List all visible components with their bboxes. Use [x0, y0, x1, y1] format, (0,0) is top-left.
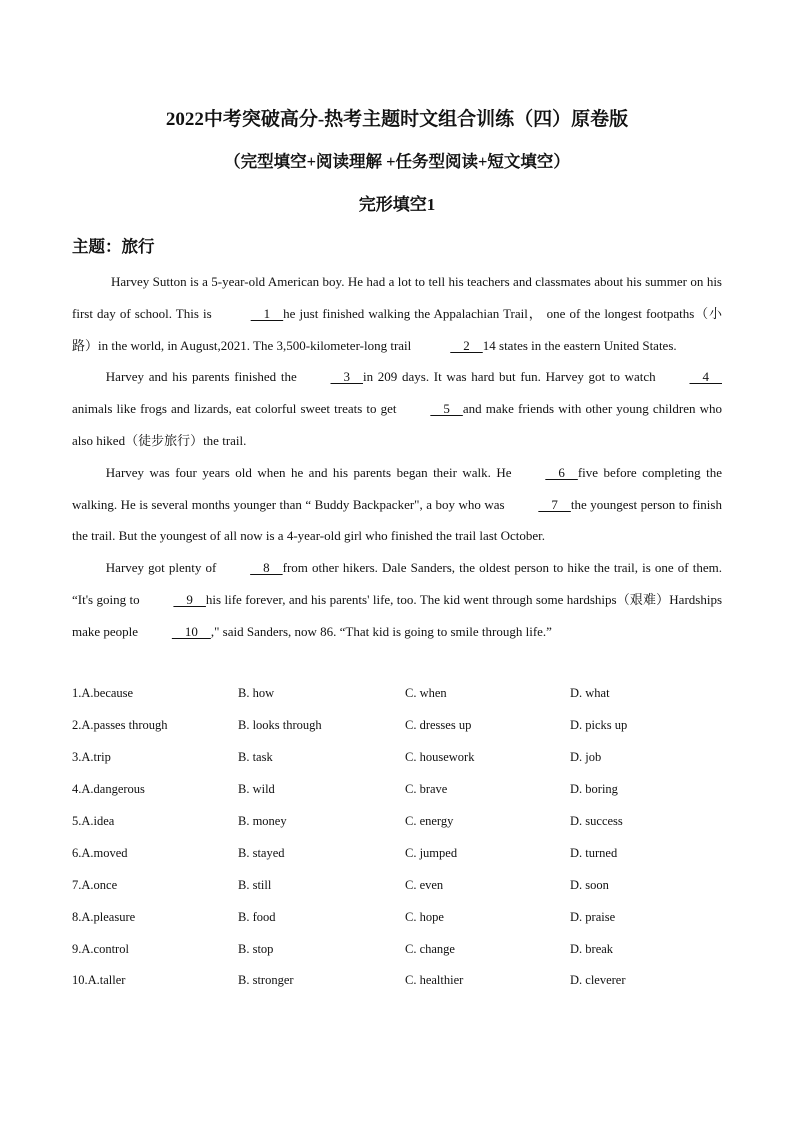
option-choice: C. dresses up	[405, 718, 472, 733]
option-choice: 8.A.pleasure	[72, 909, 136, 924]
option-choice: C. change	[405, 941, 455, 956]
passage-paragraph	[72, 361, 722, 456]
option-choice: B. looks through	[238, 718, 322, 733]
cloze-blank: 2	[450, 337, 483, 353]
option-choice: B. food	[238, 909, 276, 924]
passage-paragraph	[72, 552, 722, 647]
passage-text: Harvey and his parents finished the	[105, 369, 297, 385]
option-choice: 5.A.idea	[72, 814, 115, 828]
option-choice: C. healthier	[405, 973, 464, 988]
option-row	[72, 710, 722, 742]
option-choice: C. housework	[405, 750, 475, 765]
option-choice: D. cleverer	[570, 973, 626, 988]
option-choice: 2.A.passes through	[72, 718, 168, 733]
passage-text: in 209 days. It was hard but fun. Harvey got to watch	[363, 369, 656, 385]
theme-label: 主题：旅行	[72, 237, 155, 256]
cloze-passage	[72, 266, 722, 648]
option-choice: C. hope	[405, 909, 444, 924]
answer-options	[72, 678, 722, 997]
option-choice: D. success	[570, 814, 623, 828]
option-choice: 6.A.moved	[72, 845, 128, 860]
option-choice: D. praise	[570, 909, 616, 924]
option-choice: D. break	[570, 941, 614, 956]
cloze-blank: 7	[538, 496, 571, 512]
option-row	[72, 933, 722, 965]
passage-paragraph	[72, 266, 722, 361]
option-choice: B. task	[238, 750, 273, 765]
passage-paragraph	[72, 457, 722, 552]
option-choice: 9.A.control	[72, 941, 129, 956]
passage-text: five before completing the walking. He is several months younger than “ Buddy Backpacker", a boy who was	[72, 464, 722, 512]
option-choice: 1.A.because	[72, 686, 134, 701]
passage-text: Harvey Sutton is a 5-year-old American boy. He had a lot to tell his teachers and classmates about his summer on his first day of school. This is	[72, 274, 722, 321]
option-choice: C. even	[405, 877, 444, 892]
option-choice: B. stronger	[238, 973, 294, 988]
passage-text: Harvey was four years old when he and his parents began their walk. He	[105, 464, 512, 480]
option-choice: B. stayed	[238, 845, 285, 860]
option-row	[72, 774, 722, 806]
passage-text: animals like frogs and lizards, eat colorful sweet treats to get	[72, 401, 397, 417]
option-row	[72, 869, 722, 901]
option-choice: B. how	[238, 686, 275, 701]
option-choice: B. stop	[238, 941, 274, 956]
option-choice: D. soon	[570, 877, 609, 892]
cloze-blank: 1	[250, 305, 284, 321]
option-choice: 10.A.taller	[72, 973, 126, 988]
passage-text: the youngest person to finish the trail. But the youngest of all now is a 4-year-old girl who finished the trail last October.	[72, 496, 722, 544]
option-choice: D. job	[570, 750, 602, 765]
passage-text: his life forever, and his parents' life, too. The kid went through some hardships（艰难）Hardships make people	[72, 591, 722, 639]
option-choice: C. energy	[405, 814, 454, 828]
passage-text: ," said Sanders, now 86. “That kid is going to smile through life.”	[210, 623, 552, 639]
option-choice: D. boring	[570, 782, 618, 797]
cloze-blank: 9	[173, 591, 206, 607]
section-heading: 完形填空1	[358, 195, 436, 214]
option-choice: D. what	[570, 686, 610, 701]
option-choice: D. turned	[570, 845, 618, 860]
passage-text: he just finished walking the Appalachian Trail， one of the longest footpaths（小路）in the world, in August,2021. The 3,500-kilometer-long trail	[72, 305, 722, 353]
option-choice: B. money	[238, 814, 287, 828]
passage-text: and make friends with other young children who also hiked（徒步旅行）the trail.	[72, 401, 722, 448]
option-row	[72, 901, 722, 933]
document-subtitle: （完型填空+阅读理解 +任务型阅读+短文填空）	[224, 152, 570, 171]
option-choice: C. when	[405, 686, 447, 701]
option-row	[72, 806, 722, 838]
cloze-blank: 6	[545, 464, 578, 480]
option-choice: C. brave	[405, 782, 448, 797]
option-row	[72, 837, 722, 869]
cloze-blank: 4	[689, 369, 722, 385]
passage-text: 14 states in the eastern United States.	[482, 337, 677, 353]
option-choice: 7.A.once	[72, 877, 118, 892]
passage-text: from other hikers. Dale Sanders, the oldest person to hike the trail, is one of them. “It's going to	[72, 560, 722, 607]
option-row	[72, 965, 722, 997]
option-choice: B. wild	[238, 782, 275, 797]
option-choice: D. picks up	[570, 718, 628, 733]
cloze-blank: 8	[250, 560, 283, 576]
option-choice: B. still	[238, 877, 272, 892]
passage-text: Harvey got plenty of	[105, 560, 217, 576]
cloze-blank: 10	[171, 623, 211, 639]
option-choice: 4.A.dangerous	[72, 782, 145, 797]
option-row	[72, 678, 722, 710]
cloze-blank: 5	[430, 401, 463, 417]
option-row	[72, 742, 722, 774]
document-title: 2022中考突破高分-热考主题时文组合训练（四）原卷版	[165, 109, 629, 130]
option-choice: 3.A.trip	[72, 750, 111, 765]
option-choice: C. jumped	[405, 845, 458, 860]
cloze-blank: 3	[330, 369, 364, 385]
